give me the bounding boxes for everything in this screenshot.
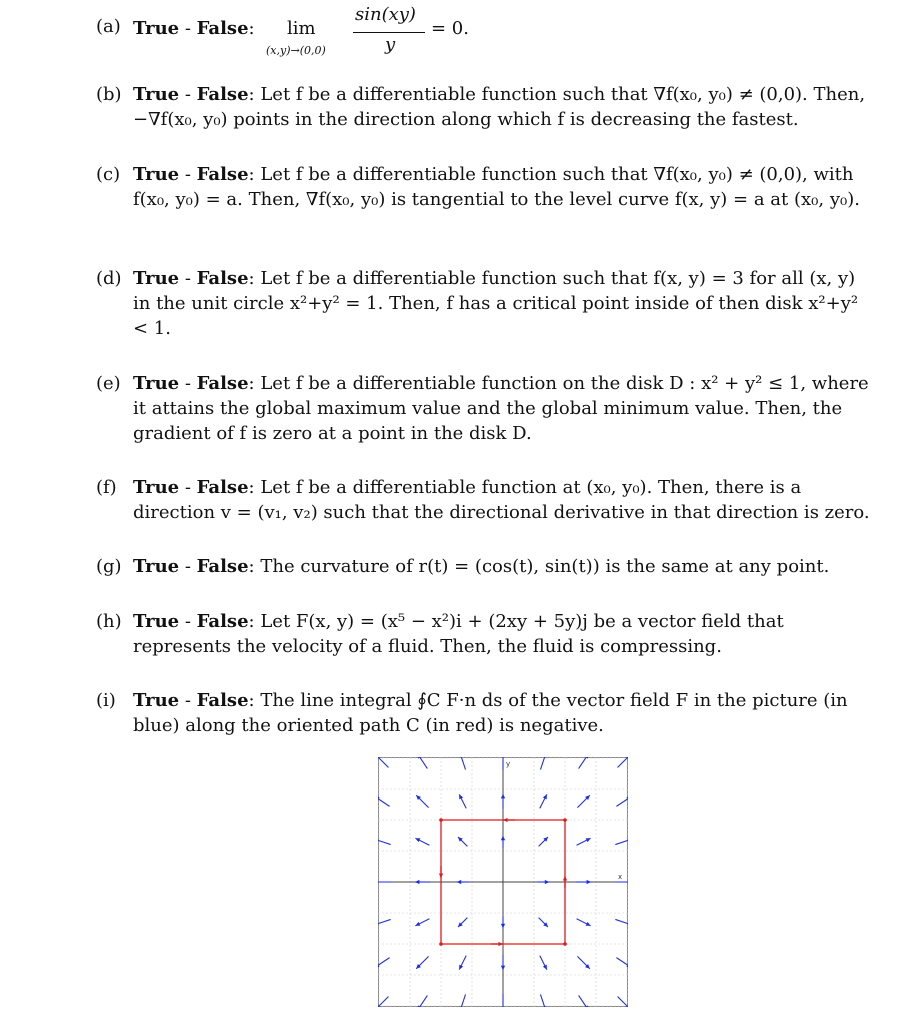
problem-label: (a) bbox=[96, 16, 121, 37]
problem-text: Let F(x, y) = (x⁵ − x²)i + (2xy + 5y)j be a vector field that represents the velocity of a fluid. Then, the fluid is compressing. bbox=[133, 611, 784, 657]
separator: - bbox=[179, 373, 197, 394]
problem-label: (h) bbox=[96, 611, 122, 632]
fraction-numerator: sin(xy) bbox=[355, 4, 416, 25]
false-option: False bbox=[196, 477, 249, 498]
false-option: False bbox=[196, 611, 249, 632]
separator: - bbox=[179, 268, 197, 289]
colon: : bbox=[248, 84, 255, 105]
fraction-denominator: y bbox=[385, 34, 396, 55]
problem-text: Let f be a differentiable function such that f(x, y) = 3 for all (x, y) in the unit circle x²+y² = 1. Then, f has a critical point inside of then disk x²+y² < 1. bbox=[133, 268, 859, 339]
colon: : bbox=[248, 477, 255, 498]
true-option: True bbox=[133, 164, 180, 185]
problem-text: Let f be a differentiable function on the disk D : x² + y² ≤ 1, where it attains the global maximum value and the global minimum value. Then, the gradient of f is zero at a point in the disk D. bbox=[133, 373, 869, 444]
separator: - bbox=[179, 477, 197, 498]
colon: : bbox=[248, 18, 255, 39]
problem-label: (i) bbox=[96, 690, 116, 711]
problem-g bbox=[96, 554, 876, 579]
problem-label: (g) bbox=[96, 556, 122, 577]
true-option: True bbox=[133, 556, 180, 577]
true-option: True bbox=[133, 18, 180, 39]
separator: - bbox=[179, 18, 197, 39]
problem-text: Let f be a differentiable function at (x₀, y₀). Then, there is a direction v = (v₁, v₂) such that the directional derivative in that direction is zero. bbox=[133, 477, 870, 523]
separator: - bbox=[179, 611, 197, 632]
separator: - bbox=[179, 690, 197, 711]
problem-text: The curvature of r(t) = (cos(t), sin(t)) is the same at any point. bbox=[260, 556, 830, 577]
problem-i bbox=[96, 688, 876, 738]
false-option: False bbox=[196, 268, 249, 289]
problem-c bbox=[96, 162, 876, 212]
y-axis-label: y bbox=[506, 760, 511, 768]
colon: : bbox=[248, 373, 255, 394]
path-vertex bbox=[563, 818, 567, 822]
problem-e bbox=[96, 371, 876, 446]
path-vertex bbox=[563, 942, 567, 946]
false-option: False bbox=[196, 164, 249, 185]
path-vertex bbox=[439, 942, 443, 946]
problem-text: Let f be a differentiable function such that ∇f(x₀, y₀) ≠ (0,0). Then, −∇f(x₀, y₀) points in the direction along which f is decreasing the fastest. bbox=[133, 84, 866, 130]
false-option: False bbox=[196, 690, 249, 711]
problem-text: Let f be a differentiable function such that ∇f(x₀, y₀) ≠ (0,0), with f(x₀, y₀) = a. Then, ∇f(x₀, y₀) is tangential to the level curve f(x, y) = a at (x₀, y₀). bbox=[133, 164, 860, 210]
colon: : bbox=[248, 164, 255, 185]
vector-field-figure bbox=[378, 757, 628, 1007]
true-option: True bbox=[133, 477, 180, 498]
colon: : bbox=[248, 611, 255, 632]
separator: - bbox=[179, 556, 197, 577]
problem-label: (e) bbox=[96, 373, 121, 394]
false-option: False bbox=[196, 84, 249, 105]
problem-label: (b) bbox=[96, 84, 122, 105]
problem-f bbox=[96, 475, 876, 525]
true-option: True bbox=[133, 84, 180, 105]
colon: : bbox=[248, 556, 255, 577]
separator: - bbox=[179, 84, 197, 105]
true-option: True bbox=[133, 373, 180, 394]
x-axis-label: x bbox=[618, 873, 623, 881]
problem-label: (c) bbox=[96, 164, 121, 185]
lim-subscript: (x,y)→(0,0) bbox=[266, 44, 326, 57]
problem-label: (d) bbox=[96, 268, 122, 289]
problem-d bbox=[96, 266, 876, 341]
false-option: False bbox=[196, 373, 249, 394]
colon: : bbox=[248, 268, 255, 289]
true-option: True bbox=[133, 611, 180, 632]
false-option: False bbox=[196, 556, 249, 577]
false-option: False bbox=[196, 18, 249, 39]
problem-text: The line integral ∮C F·n ds of the vector field F in the picture (in blue) along the oriented path C (in red) is negative. bbox=[133, 690, 848, 736]
problem-b bbox=[96, 82, 876, 132]
lim-operator: lim bbox=[287, 18, 316, 39]
true-option: True bbox=[133, 690, 180, 711]
true-option: True bbox=[133, 268, 180, 289]
problem-a bbox=[96, 4, 876, 57]
problem-h bbox=[96, 609, 876, 659]
equation-rhs: = 0. bbox=[431, 18, 469, 39]
path-vertex bbox=[439, 818, 443, 822]
problem-label: (f) bbox=[96, 477, 117, 498]
separator: - bbox=[179, 164, 197, 185]
colon: : bbox=[248, 690, 255, 711]
